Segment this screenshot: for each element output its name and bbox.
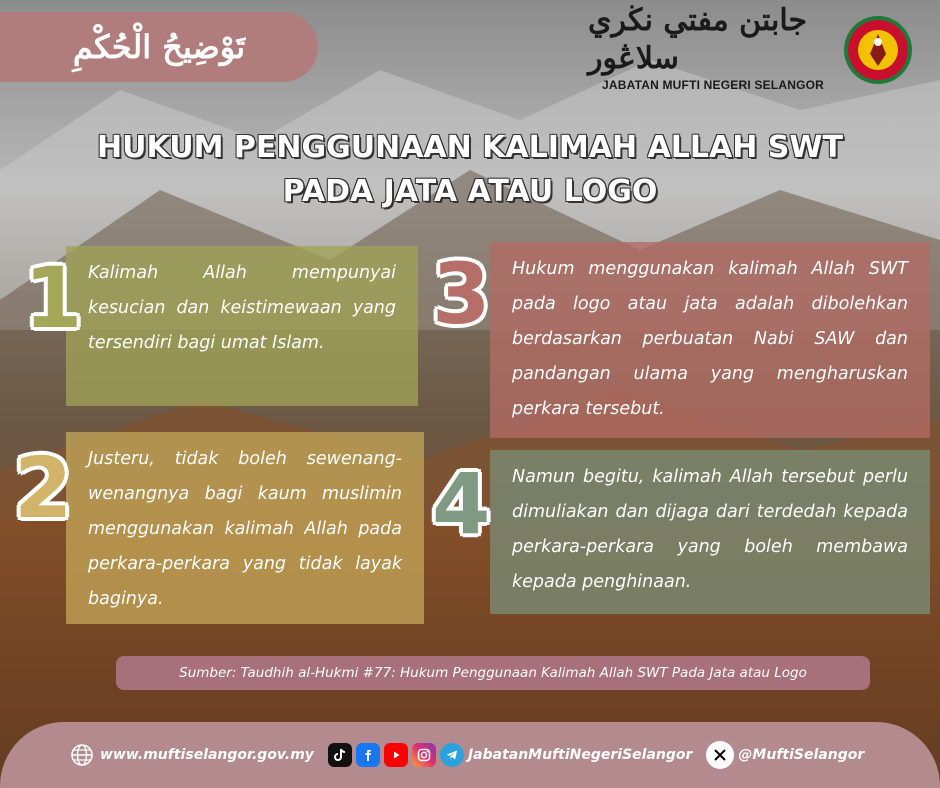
youtube-icon[interactable] [384, 743, 408, 767]
state-seal-icon [842, 14, 914, 86]
source-citation: Sumber: Taudhih al-Hukmi #77: Hukum Penggunaan Kalimah Allah SWT Pada Jata atau Logo [116, 656, 870, 690]
instagram-icon[interactable] [412, 743, 436, 767]
social-links [328, 743, 692, 767]
point-card-2: Justeru, tidak boleh sewenang-wenangnya bagi kaum muslimin menggunakan kalimah Allah pada perkara-perkara yang tidak layak baginya. [66, 432, 424, 624]
point-card-3: Hukum menggunakan kalimah Allah SWT pada logo atau jata adalah dibolehkan berdasarkan perbuatan Nabi SAW dan pandangan ulama yang mengharuskan perkara tersebut. [490, 242, 930, 438]
website-text: www.muftiselangor.gov.my [100, 747, 314, 763]
x-icon [706, 741, 734, 769]
arabic-title-badge: تَوْضِيحُ الْحُكْمِ [0, 12, 318, 82]
point-number-3: 3 [432, 245, 491, 343]
page-title [0, 126, 940, 214]
point-card-4: Namun begitu, kalimah Allah tersebut perlu dimuliakan dan dijaga dari terdedah kepada perkara-perkara yang boleh membawa kepada penghinaan. [490, 450, 930, 614]
telegram-icon[interactable] [440, 743, 464, 767]
brand-arabic-text: جابتن مفتي نڬري سلاڠور [588, 3, 808, 76]
footer [0, 722, 940, 788]
x-handle-text: @MuftiSelangor [738, 747, 865, 763]
point-number-2: 2 [14, 439, 73, 537]
brand-logo [588, 3, 838, 92]
social-handle-text: JabatanMuftiNegeriSelangor [467, 747, 693, 763]
title-line-2: PADA JATA ATAU LOGO [282, 174, 658, 209]
facebook-icon[interactable] [356, 743, 380, 767]
point-card-1: Kalimah Allah mempunyai kesucian dan keistimewaan yang tersendiri bagi umat Islam. [66, 246, 418, 406]
point-number-4: 4 [432, 455, 491, 553]
title-line-1: HUKUM PENGGUNAAN KALIMAH ALLAH SWT [97, 130, 843, 165]
point-number-1: 1 [24, 249, 83, 347]
website-link[interactable] [70, 743, 314, 767]
brand-name: JABATAN MUFTI NEGERI SELANGOR [601, 78, 825, 92]
x-link[interactable] [706, 741, 864, 769]
tiktok-icon[interactable] [328, 743, 352, 767]
globe-icon [70, 743, 94, 767]
